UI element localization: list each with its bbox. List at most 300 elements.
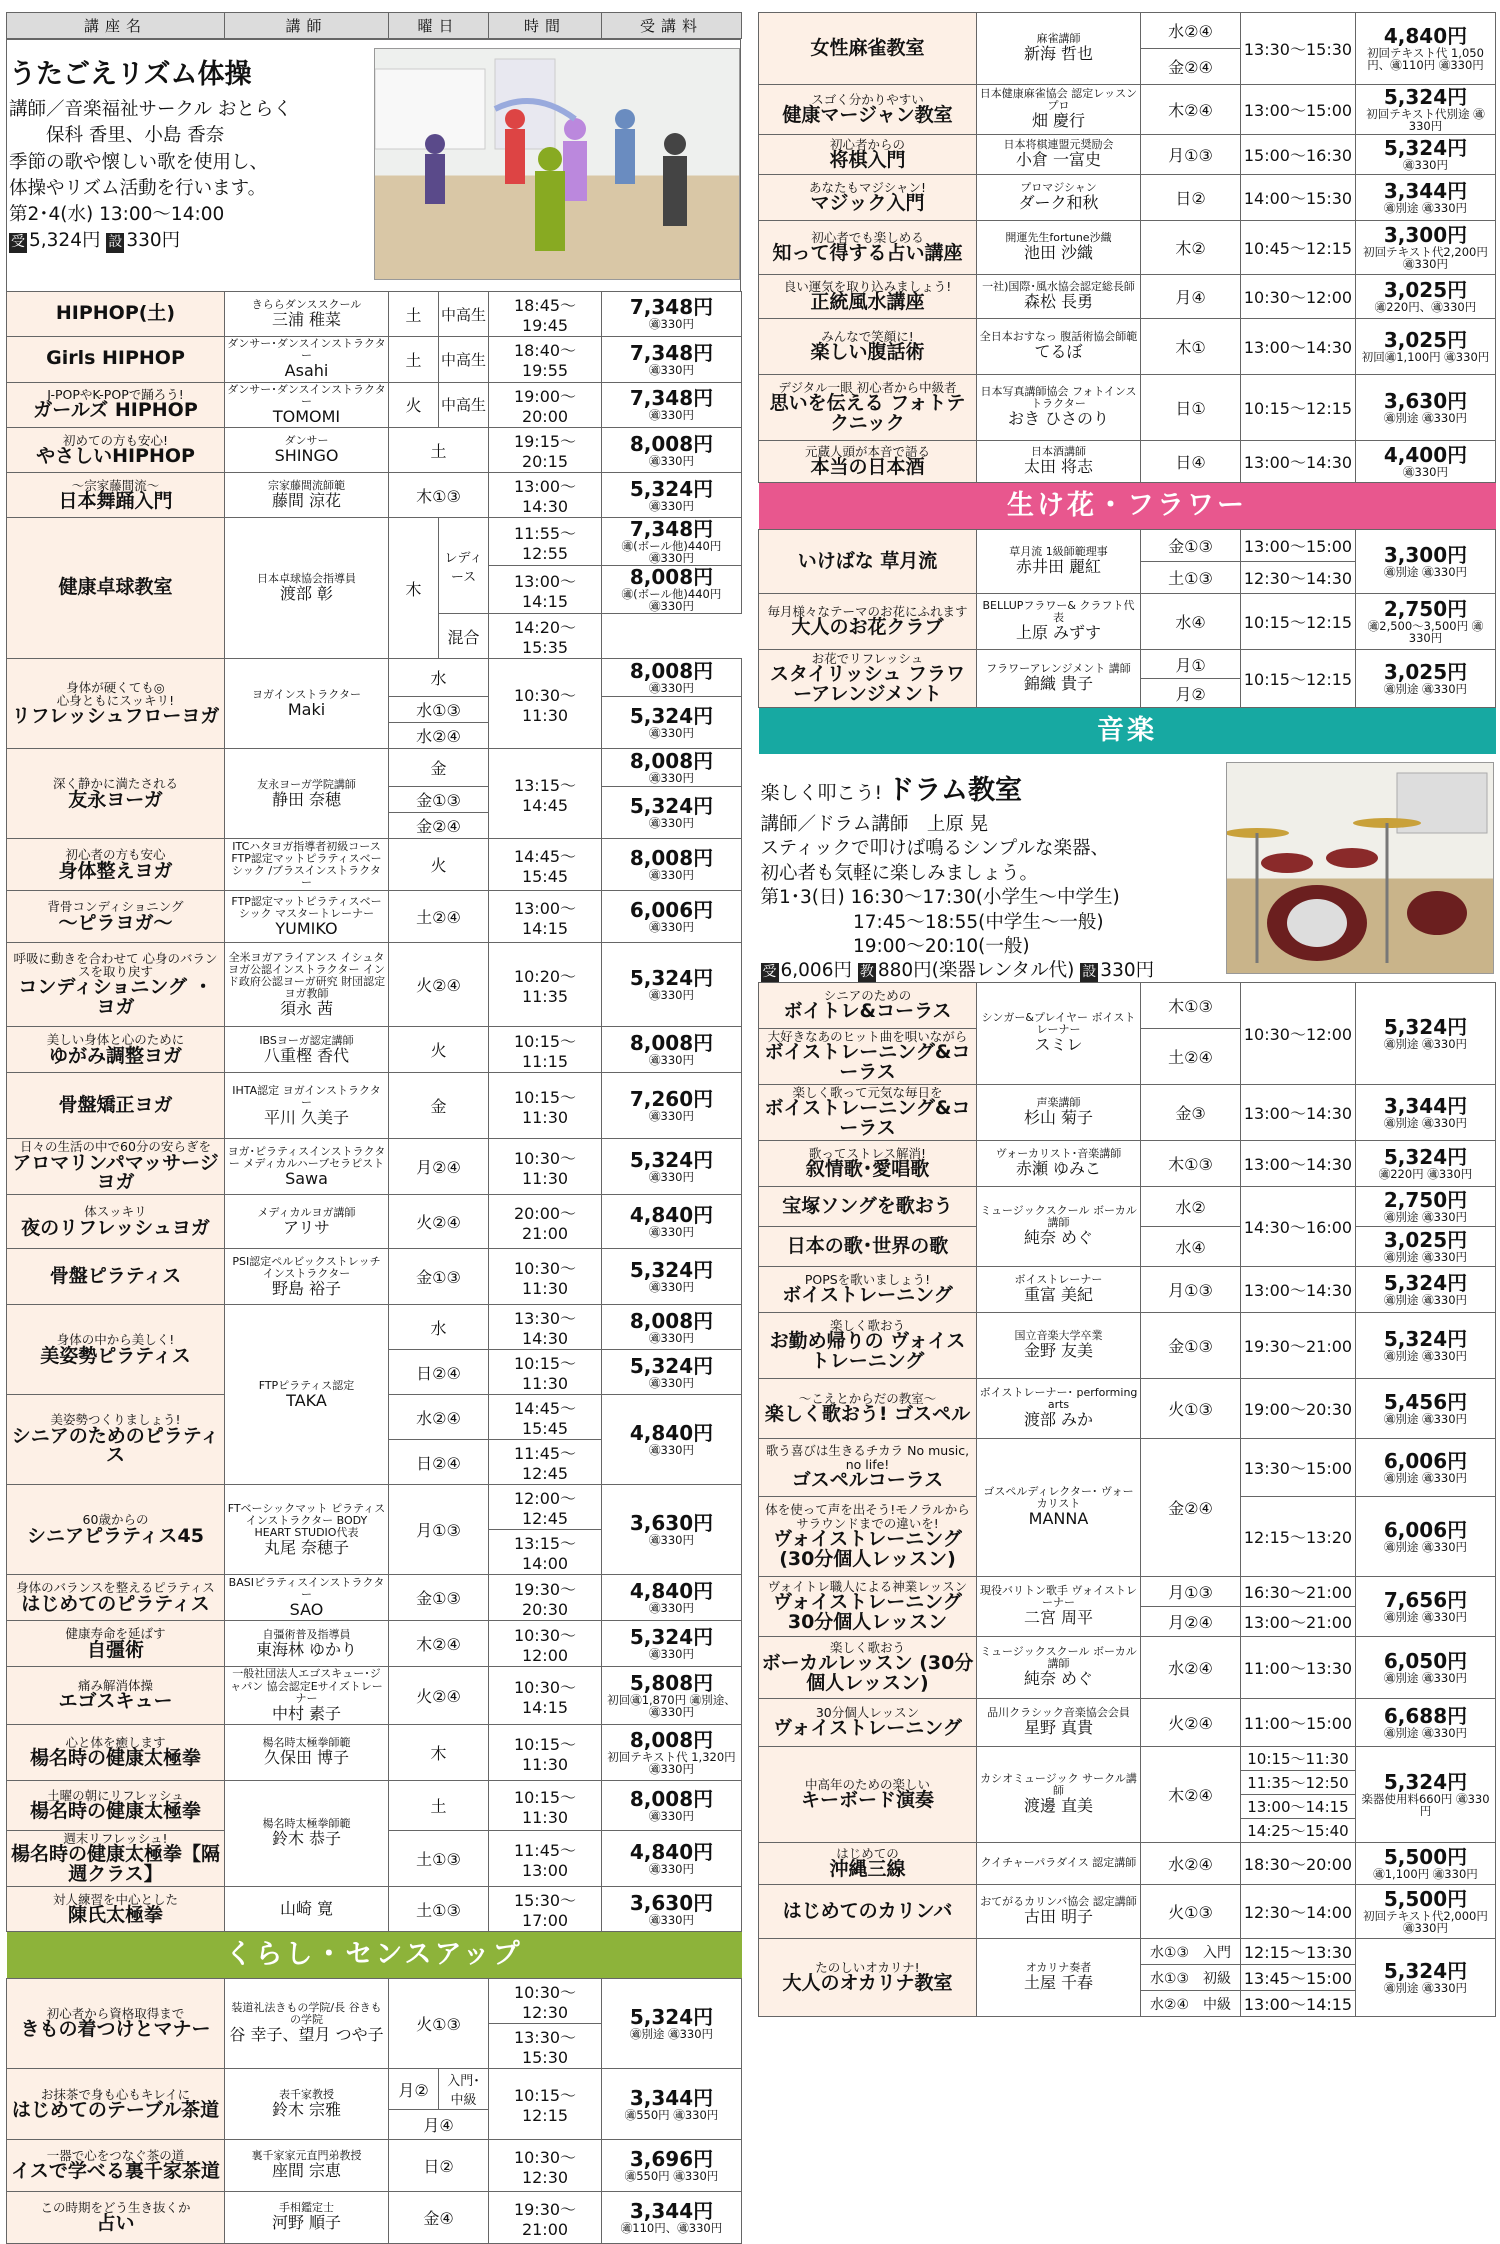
instructor-name: 純奈 めぐ	[1023, 1228, 1094, 1248]
fee-note: ㊜330円	[649, 1443, 694, 1458]
day-value: 月①	[1175, 655, 1206, 675]
day-value: 水②④	[416, 1408, 461, 1428]
course-subtitle: 体を使って声を出そう!モノラルから サラウンドまでの違いを!	[765, 1502, 970, 1531]
day-value: 金②④	[1168, 1499, 1213, 1518]
time-value: 12:15〜13:30	[1243, 1943, 1353, 1962]
fee-note: ㊜別途 ㊜330円	[1383, 1036, 1468, 1051]
time-value: 18:45〜19:45	[513, 296, 577, 335]
fee-amount: 3,300円	[1383, 222, 1468, 247]
day-value: 月①③	[416, 1521, 461, 1541]
day-value: 水④	[1175, 613, 1206, 632]
fee-note: ㊜別途 ㊜330円	[1383, 681, 1468, 696]
time-value: 13:00〜14:15	[1243, 1995, 1353, 2014]
day-value: 月①③	[1168, 1281, 1213, 1300]
table-row	[759, 135, 1496, 175]
course-name: 友永ヨーガ	[68, 788, 163, 811]
day-value: 水②④ 中級	[1149, 1996, 1232, 2013]
instructor-name: 赤瀬 ゆみこ	[1015, 1159, 1102, 1179]
instructor-title: 友永ヨーガ学院講師	[257, 777, 356, 791]
instructor-name: Sawa	[285, 1168, 328, 1188]
right-column	[758, 12, 1495, 2017]
course-subtitle: 深く静かに満たされる	[52, 776, 178, 792]
fee-note: ㊜550円 ㊜330円	[624, 2169, 719, 2184]
instructor-name: 須永 茜	[279, 998, 334, 1018]
instructor-name: 藤間 涼花	[271, 491, 342, 510]
course-subtitle: 中高年のための楽しい	[804, 1776, 930, 1792]
instructor-title: 開運先生fortune沙織	[1005, 231, 1112, 245]
time-value: 10:30〜12:30	[513, 1983, 577, 2023]
instructor-title: BASIピラティスインストラクター	[228, 1575, 385, 1601]
instructor-name: 古田 明子	[1023, 1907, 1094, 1927]
instructor-title: FTベーシックマット ピラティスインストラクター BODY HEART STUDIO代表	[227, 1501, 386, 1539]
day-value: 土	[430, 1797, 447, 1817]
table-row	[7, 473, 742, 518]
course-name: 骨盤矯正ヨガ	[58, 1093, 173, 1116]
fee-amount: 5,324円	[1383, 1014, 1468, 1039]
instructor-name: アリサ	[282, 1217, 331, 1237]
fee-note: ㊜別途 ㊜330円	[1383, 1348, 1468, 1363]
time-value: 19:30〜20:30	[513, 1579, 577, 1619]
day-value: 月②④	[416, 1158, 461, 1178]
course-subtitle: 歌ってストレス解消!	[808, 1145, 927, 1161]
day-value: 水	[430, 1318, 447, 1338]
instructor-name: Maki	[287, 699, 326, 719]
feature-utagoe-line: 季節の歌や懐しい歌を使用し、	[9, 151, 269, 173]
course-subtitle: 体スッキリ	[84, 1204, 147, 1220]
fee-amount: 5,456円	[1383, 1389, 1468, 1414]
time-value: 11:00〜15:00	[1243, 1714, 1353, 1733]
course-subtitle: この時期をどう生き抜くか	[40, 2200, 191, 2216]
time-value: 19:00〜20:00	[513, 386, 577, 426]
fee-note: 初回㊜1,870円 ㊜別途、㊜330円	[607, 1693, 736, 1720]
fee-amount: 7,260円	[629, 1087, 714, 1112]
time-value: 13:00〜14:15	[513, 571, 577, 611]
day-value: 金②④	[416, 817, 461, 837]
time-value: 10:15〜11:30	[513, 1787, 577, 1827]
instructor-name: 新海 哲也	[1023, 44, 1094, 64]
course-subtitle: 健康寿命を延ばす	[65, 1626, 166, 1642]
exercise-class-illustration	[375, 49, 740, 280]
day-value: 土	[405, 350, 422, 370]
instructor-name: 星野 真貴	[1023, 1718, 1094, 1738]
feature-drum-line: 第1･3(日) 16:30〜17:30(小学生〜中学生)	[760, 887, 1120, 909]
instructor-title: 日本卓球協会指導員	[257, 572, 356, 586]
time-value: 11:55〜12:55	[513, 523, 577, 563]
instructor-name: 太田 将志	[1023, 457, 1094, 477]
course-name: 知って得する占い講座	[772, 242, 963, 265]
left-schedule-table	[6, 291, 742, 2244]
course-subtitle: 身体のバランスを整えるピラティス	[16, 1580, 215, 1596]
instructor-title: PSI認定ペルビックストレッチ インストラクター	[232, 1254, 381, 1280]
instructor-name: Asahi	[284, 361, 329, 381]
time-value: 13:00〜14:30	[513, 477, 577, 517]
header-day: 曜日	[389, 13, 489, 39]
instructor-name: 土屋 千春	[1023, 1973, 1094, 1993]
day-value: 金①③	[1168, 1337, 1213, 1356]
instructor-title: 品川クラシック音楽協会会員	[987, 1706, 1130, 1720]
fee-note: ㊜330円	[649, 1647, 694, 1662]
course-subtitle: 週末リフレッシュ!	[63, 1831, 168, 1847]
feature-drum	[759, 754, 1496, 982]
fee-note: ㊜550円 ㊜330円	[624, 2107, 719, 2122]
section-ikebana: 生け花・フラワー	[759, 483, 1496, 529]
instructor-title: ヴォーカリスト･音楽講師	[995, 1147, 1122, 1161]
time-value: 13:30〜15:00	[1243, 1459, 1353, 1478]
instructor-title: プロマジシャン	[1020, 181, 1097, 195]
header-time: 時間	[489, 13, 602, 39]
table-row	[7, 749, 742, 787]
table-row	[7, 1195, 742, 1249]
table-row	[759, 983, 1496, 1029]
instructor-name: 三浦 稚菜	[271, 309, 342, 329]
day-value: 火	[405, 396, 422, 416]
time-value: 10:15〜11:30	[513, 1087, 577, 1127]
time-value: 19:00〜20:30	[1243, 1400, 1353, 1419]
time-value: 10:45〜12:15	[1243, 239, 1353, 258]
instructor-title: 日本写真講師協会 フォトインストラクター	[980, 385, 1137, 411]
instructor-name: 杉山 菊子	[1023, 1108, 1094, 1128]
instructor-title: カシオミュージック サークル講師	[980, 1772, 1137, 1798]
feature-utagoe-line: 第2･4(水) 13:00〜14:00	[9, 204, 225, 226]
fee-note: ㊜330円	[649, 1912, 694, 1927]
fee-note: ㊜330円	[649, 551, 694, 566]
table-row	[7, 1781, 742, 1831]
instructor-name: 鈴木 恭子	[271, 1829, 342, 1849]
day-value: 中高生	[441, 305, 487, 324]
feature-drum-lead: 楽しく叩こう!	[760, 782, 883, 804]
day-value: 土	[430, 441, 447, 461]
course-subtitle: 美姿勢つくりましょう!	[50, 1412, 181, 1428]
instructor-title: 装道礼法きもの学院/長 谷きもの学院	[231, 2001, 382, 2027]
table-row	[759, 1085, 1496, 1141]
facility-label: 設	[1082, 964, 1097, 981]
instructor-title: 裏千家家元直門弟教授	[251, 2149, 362, 2163]
fee-amount: 4,840円	[1383, 23, 1468, 48]
fee-note: ㊜330円	[649, 599, 694, 614]
course-name: ボイストレーニング&コーラス	[764, 1041, 971, 1084]
day-value: 土②④	[416, 908, 461, 928]
day-value: 水②④	[416, 727, 461, 747]
course-subtitle: はじめての	[836, 1845, 899, 1861]
course-subtitle: 初めての方も安心!	[62, 432, 168, 448]
instructor-title: クイチャーパラダイス 認定講師	[980, 1856, 1137, 1870]
fee-amount: 3,696円	[629, 2147, 714, 2172]
course-name: 正統風水講座	[810, 291, 925, 314]
table-row	[759, 85, 1496, 135]
fee-note: ㊜別途 ㊜330円	[629, 2027, 714, 2042]
fee-note: ㊜330円	[649, 681, 694, 696]
fee-note: ㊜330円	[649, 408, 694, 423]
time-value: 14:00〜15:30	[1243, 189, 1353, 208]
day-value: 土②④	[1168, 1048, 1213, 1067]
instructor-name: 上原 みずす	[1015, 623, 1102, 643]
fee-amount: 3,300円	[1383, 542, 1468, 567]
fee-amount: 3,025円	[1383, 327, 1468, 352]
course-subtitle: 毎月様々なテーマのお花にふれます	[767, 603, 968, 619]
day-value: 月①③	[1168, 1583, 1213, 1602]
fee-amount: 2,750円	[1383, 1187, 1468, 1212]
fee-amount: 5,324円	[629, 476, 714, 501]
table-row	[7, 943, 742, 1027]
fee-amount: 8,008円	[629, 846, 714, 871]
fee-note: ㊜別途 ㊜330円	[1383, 1725, 1468, 1740]
course-name: Girls HIPHOP	[46, 347, 185, 370]
fee-note: ㊜330円	[649, 1225, 694, 1240]
fee-note: ㊜別途 ㊜330円	[1383, 1470, 1468, 1485]
course-name: ボイトレ&コーラス	[783, 1000, 952, 1023]
facility-label: 設	[106, 233, 124, 253]
fee-amount: 8,008円	[629, 1728, 714, 1753]
fee-note: 初回テキスト代2,000円 ㊜330円	[1363, 1908, 1488, 1935]
fee-amount: 4,840円	[629, 1840, 714, 1865]
course-subtitle: 〜宗家藤間流〜	[71, 477, 160, 493]
table-row	[759, 441, 1496, 483]
course-name: HIPHOP(土)	[55, 302, 176, 325]
right-schedule-table	[758, 12, 1496, 2017]
time-value: 11:45〜13:00	[513, 1840, 577, 1880]
fee-amount: 2,750円	[1383, 596, 1468, 621]
material-label: 教	[859, 964, 874, 981]
table-row	[7, 659, 742, 697]
day-value: 木②④	[1168, 1786, 1213, 1805]
table-row	[7, 518, 742, 566]
fee-amount: 7,656円	[1383, 1587, 1468, 1612]
table-row	[759, 1313, 1496, 1379]
time-value: 10:30〜14:15	[513, 1677, 577, 1717]
day-value: 木①③	[1168, 1155, 1213, 1174]
table-row	[759, 1379, 1496, 1439]
drum-set-photo	[1226, 762, 1494, 974]
table-row	[7, 1979, 742, 2024]
course-subtitle: 心と体を癒します	[65, 1735, 166, 1751]
day-value: 火②④	[416, 1213, 461, 1233]
instructor-title: 全米ヨガアライアンス イシュタヨガ公認インストラクター インド政府公認ヨーガ研究 財団認定 ヨガ教師	[227, 950, 386, 1000]
day-value: 火②④	[1168, 1714, 1213, 1733]
section-row	[759, 483, 1496, 530]
course-subtitle: あなたもマジシャン!	[809, 179, 926, 195]
instructor-title: おてがるカリンバ協会 認定講師	[980, 1895, 1137, 1909]
header-instructor: 講師	[225, 13, 389, 39]
course-name: シニアのためのピラティス	[11, 1424, 220, 1467]
instructor-name: スミレ	[1034, 1035, 1083, 1055]
instructor-name: 谷 幸子、望月 つや子	[229, 2025, 384, 2045]
day-value: 日④	[1175, 453, 1206, 472]
instructor-name: 座間 宗恵	[271, 2161, 342, 2181]
fee-note: ㊜別途 ㊜330円	[1383, 1609, 1468, 1624]
table-row	[7, 292, 742, 337]
fee-note: ㊜別途 ㊜330円	[1383, 564, 1468, 579]
time-value: 16:30〜21:00	[1243, 1583, 1353, 1602]
fee-note: ㊜330円	[649, 498, 694, 513]
instructor-title: オカリナ奏者	[1025, 1961, 1092, 1975]
table-row	[7, 2192, 742, 2244]
table-row	[759, 175, 1496, 221]
course-name: リフレッシュフローヨガ	[11, 705, 220, 728]
instructor-name: 丸尾 奈穂子	[263, 1537, 350, 1557]
course-subtitle: 楽しく歌って元気な毎日を	[792, 1085, 943, 1100]
fee-note: ㊜330円	[649, 816, 694, 831]
day-value: 木①③	[416, 486, 461, 506]
instructor-name: おき ひさのり	[1007, 409, 1110, 429]
instructor-title: 表千家教授	[279, 2087, 334, 2101]
course-name: 叙情歌･愛唱歌	[805, 1158, 930, 1181]
course-name: 楊名時の健康太極拳	[29, 1747, 201, 1770]
time-value: 12:15〜13:20	[1243, 1528, 1353, 1547]
feature-row	[759, 754, 1496, 983]
drum-set-illustration	[1227, 763, 1494, 974]
day-value: 日②	[1175, 189, 1206, 208]
day-value: 水	[430, 669, 447, 689]
fee-amount: 5,324円	[629, 1625, 714, 1650]
fee-amount: 7,348円	[629, 517, 714, 542]
time-value: 13:30〜15:30	[1243, 40, 1353, 59]
course-subtitle: 良い運気を取り込みましょう!	[783, 278, 952, 294]
fee-amount: 8,008円	[629, 749, 714, 774]
day-value: 水①③ 初級	[1149, 1970, 1232, 1987]
day-value: 水②④	[1168, 1855, 1213, 1874]
day-value: 水①③ 入門	[1149, 1944, 1232, 1961]
course-name: 沖縄三線	[829, 1858, 906, 1881]
fee-note: ㊜別途 ㊜330円	[1383, 410, 1468, 425]
fee-amount: 5,324円	[629, 794, 714, 819]
time-value: 12:00〜12:45	[513, 1489, 577, 1529]
table-row	[7, 839, 742, 891]
table-row	[759, 650, 1496, 679]
instructor-name: 平川 久美子	[263, 1107, 350, 1127]
header-course: 講座名	[7, 13, 225, 39]
feature-drum-line: スティックで叩けば鳴るシンプルな楽器、	[760, 838, 1109, 860]
course-subtitle: ヴォイトレ職人による神業レッスン	[767, 1579, 968, 1594]
day-value: 日②④	[416, 1453, 461, 1473]
table-row	[759, 530, 1496, 562]
day-value: 火①③	[416, 2015, 461, 2035]
fee-amount: 6,050円	[1383, 1648, 1468, 1673]
fee-note: ㊜330円	[649, 1330, 694, 1345]
table-row	[7, 1027, 742, 1073]
time-value: 14:25〜15:40	[1247, 1822, 1349, 1840]
fee-note: ㊜別途 ㊜330円	[1383, 1980, 1468, 1995]
time-value: 19:15〜20:15	[513, 432, 577, 472]
time-value: 12:30〜14:00	[1243, 1903, 1353, 1922]
course-name: ボイストレーニング&コーラス	[764, 1097, 971, 1140]
fee-amount: 3,025円	[1383, 659, 1468, 684]
time-value: 10:15〜11:30	[513, 1354, 577, 1394]
course-name: ゴスペルコーラス	[791, 1468, 944, 1491]
course-subtitle: J-POPやK-POPで踊ろう!	[47, 387, 184, 403]
feature-utagoe-title: うたごえリズム体操	[9, 59, 252, 90]
instructor-name: 久保田 博子	[263, 1748, 350, 1768]
course-name: きもの着つけとマナー	[20, 2018, 211, 2041]
fee-note: ㊜2,500〜3,500円 ㊜330円	[1367, 618, 1484, 645]
table-row	[7, 2140, 742, 2192]
course-subtitle: シニアのための	[823, 987, 912, 1003]
time-value: 10:15〜11:30	[1247, 1750, 1349, 1768]
instructor-title: ヨガ･ピラティスインストラクター メディカルハーブセラピスト	[227, 1144, 386, 1170]
course-subtitle: 〜こえとからだの教室〜	[798, 1390, 937, 1406]
section-kurashi: くらし・センスアップ	[7, 1932, 742, 1978]
course-name: ガールズ HIPHOP	[33, 399, 198, 422]
fee-amount: 5,324円	[1383, 1326, 1468, 1351]
course-subtitle: 呼吸に動きを合わせて 心身のバランスを取り戻す	[13, 950, 218, 979]
instructor-title: フラワーアレンジメント 講師	[986, 662, 1131, 676]
time-value: 10:30〜11:30	[513, 1258, 577, 1298]
feature-utagoe-fee: 5,324円	[29, 230, 101, 252]
table-row	[759, 1747, 1496, 1771]
fee-amount: 5,324円	[1383, 1958, 1468, 1983]
fee-note: ㊜330円	[649, 1862, 694, 1877]
table-row	[759, 1939, 1496, 1965]
fee-amount: 3,344円	[1383, 1093, 1468, 1118]
instructor-title: きららダンススクール	[251, 297, 362, 311]
feature-drum-title: ドラム教室	[887, 775, 1022, 806]
table-row	[759, 1843, 1496, 1885]
time-value: 13:30〜14:30	[513, 1309, 577, 1349]
table-row	[7, 891, 742, 943]
time-value: 12:30〜14:30	[1243, 569, 1353, 588]
course-name: 思いを伝える フォトテクニック	[769, 392, 966, 435]
day-value: 木②	[1175, 239, 1206, 258]
time-value: 10:30〜12:00	[513, 1625, 577, 1665]
course-subtitle: 歌う喜びは生きるチカラ No music, no life!	[765, 1443, 970, 1472]
time-value: 10:20〜11:35	[513, 966, 577, 1006]
fee-note: ㊜330円	[1403, 157, 1448, 172]
instructor-title: ダンサー･ダンスインストラクター	[227, 382, 386, 408]
course-name: 健康卓球教室	[58, 576, 173, 599]
fee-amount: 3,630円	[629, 1511, 714, 1536]
course-name: 楊名時の健康太極拳	[29, 1800, 201, 1823]
fee-amount: 5,324円	[629, 1353, 714, 1378]
course-name: マジック入門	[810, 192, 925, 215]
course-name: 女性麻雀教室	[810, 36, 925, 59]
fee-note: ㊜別途 ㊜330円	[1383, 1249, 1468, 1264]
instructor-title: 手相鑑定士	[279, 2201, 334, 2215]
course-name: イスで学べる裏千家茶道	[11, 2160, 220, 2183]
time-value: 10:30〜12:30	[513, 2147, 577, 2187]
table-row	[759, 1141, 1496, 1187]
fee-note: 楽器使用料660円 ㊜330円	[1361, 1791, 1490, 1818]
fee-note: 初回テキスト代2,200円 ㊜330円	[1363, 244, 1488, 271]
time-value: 11:35〜12:50	[1247, 1774, 1349, 1792]
instructor-title: メディカルヨガ講師	[257, 1205, 356, 1219]
fee-note: ㊜330円	[649, 771, 694, 786]
fee-amount: 8,008円	[629, 1308, 714, 1333]
table-row	[7, 2069, 742, 2110]
time-value: 13:45〜15:00	[1243, 1969, 1353, 1988]
table-row	[759, 13, 1496, 49]
instructor-title: 日本健康麻雀協会 認定レッスンプロ	[979, 87, 1138, 113]
course-subtitle: 大好きなあのヒット曲を唄いながら	[767, 1029, 968, 1044]
feature-utagoe-line: 体操やリズム活動を行います。	[9, 177, 267, 199]
day-value: 日②	[423, 2157, 454, 2177]
day-value: 月②	[398, 2080, 429, 2100]
fee-amount: 4,840円	[629, 1579, 714, 1604]
day-value: 水②④	[1168, 1659, 1213, 1678]
feature-drum-line: 初心者も気軽に楽しみましょう。	[760, 862, 1039, 884]
fee-amount: 5,324円	[1383, 1270, 1468, 1295]
fee-note: ㊜1,100円 ㊜330円	[1373, 1866, 1478, 1881]
day-value: 土	[405, 305, 422, 325]
day-value: 水④	[1175, 1238, 1206, 1257]
fee-note: ㊜(ボール他)440円	[621, 539, 722, 554]
feature-utagoe	[6, 39, 741, 291]
time-value: 13:00〜14:15	[1247, 1798, 1349, 1816]
instructor-title: 一社)国際･風水協会認定総長師	[982, 280, 1135, 294]
time-value: 13:00〜14:30	[1243, 1104, 1353, 1123]
course-subtitle: POPSを歌いましょう!	[804, 1271, 931, 1287]
time-value: 10:15〜11:30	[513, 1734, 577, 1774]
day-value: 木②④	[416, 1635, 461, 1655]
feature-drum-line: 17:45〜18:55(中学生〜一般)	[760, 911, 1104, 933]
